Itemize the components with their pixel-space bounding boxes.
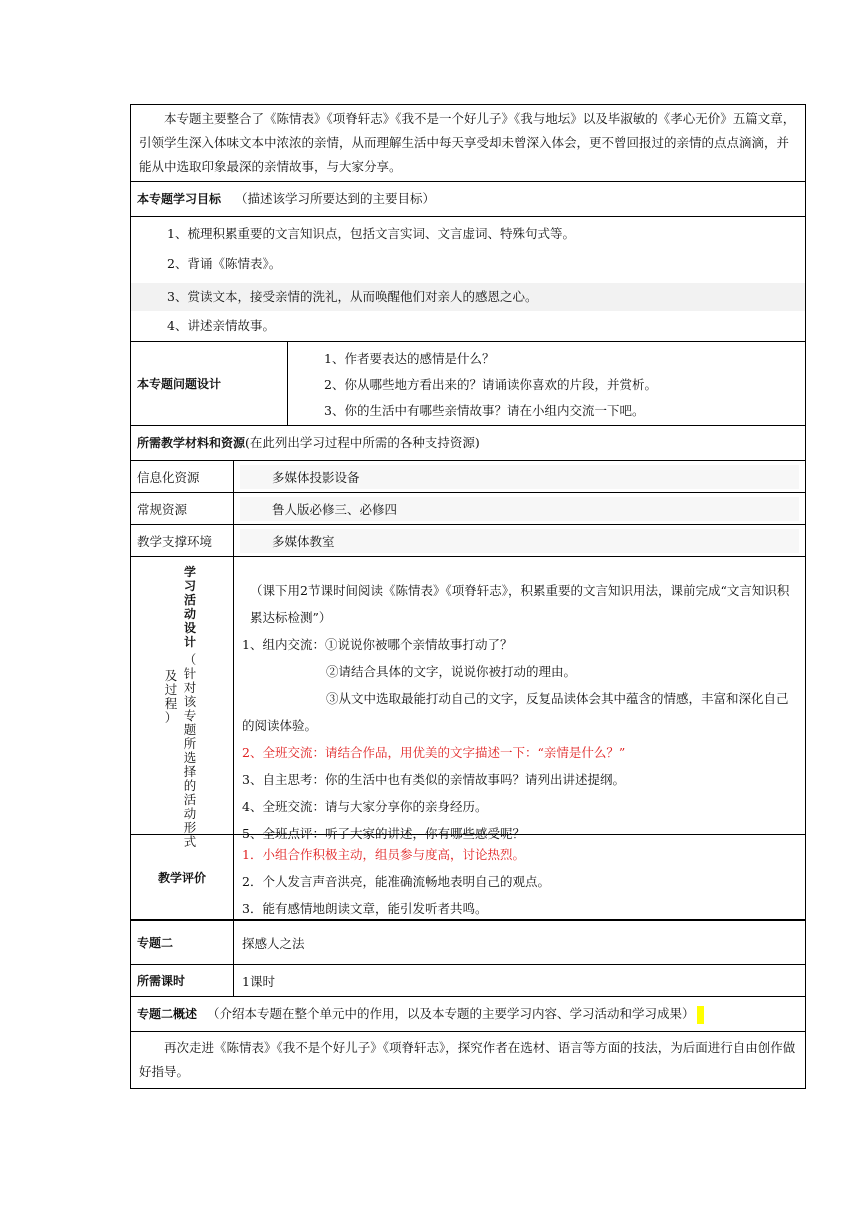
resource-value: 多媒体投影设备 [240,465,799,489]
evaluation-title: 教学评价 [157,870,206,885]
vertical-label-char: 的 [183,778,197,793]
resource-value: 鲁人版必修三、必修四 [240,497,799,521]
activities-label-main [183,565,197,649]
vertical-label-char: 题 [183,722,197,737]
topic2-value: 探感人之法 [242,935,305,951]
vertical-label-char: 及 [164,668,178,683]
overview-note: （介绍本专题在整个单元中的作用，以及本专题的主要学习内容、学习活动和学习成果） [207,1006,695,1021]
vertical-label-char: （ [183,652,197,667]
activity-step: 5、全班点评：听了大家的讲述，你有哪些感受呢？ [242,826,525,841]
vertical-label-char: 形 [183,820,197,835]
resource-row [131,493,805,525]
intro-row [131,105,805,182]
activity-step-highlight: 2、全班交流：请结合作品，用优美的文字描述一下：“亲情是什么？” [242,745,626,760]
goals-row [131,217,805,342]
vertical-label-char: ） [164,710,178,725]
activities-label-note [183,653,197,849]
topic2-label: 专题二 [137,936,174,950]
resource-row [131,525,805,557]
goals-title: 本专题学习目标 [137,192,222,206]
resource-label: 教学支撑环境 [131,525,234,556]
resource-label: 信息化资源 [131,461,234,492]
question-item: 1、作者要表达的感情是什么？ [324,351,495,366]
resource-value: 多媒体教室 [240,529,799,553]
vertical-label-char: 该 [183,694,197,709]
vertical-label-char: 学 [183,565,196,579]
activity-substep: ②请结合具体的文字，说说你被打动的理由。 [326,664,577,679]
evaluation-item: 3．能有感情地朗读文章，能引发听者共鸣。 [242,901,488,916]
goal-item: 1、梳理积累重要的文言知识点，包括文言实词、文言虚词、特殊句式等。 [167,226,575,241]
activities-row [131,557,805,849]
overview-header-row [131,997,805,1032]
overview-text: 再次走进《陈情表》《我不是个好儿子》《项脊轩志》，探究作者在选材、语言等方面的技法，为后面进行自由创作做好指导。 [139,1040,796,1079]
hours-value: 1课时 [242,973,275,989]
topic2-row [131,921,805,965]
activity-intro: （课下用2节课时间阅读《陈情表》《项脊轩志》，积累重要的文言知识用法，课前完成“文言知识积累达标检测”） [250,583,790,625]
goal-item: 4、讲述亲情故事。 [167,318,275,333]
questions-label-cell [131,342,288,425]
lesson-plan-table [130,104,806,1089]
vertical-label-char: 计 [183,635,196,649]
vertical-label-char: 选 [183,750,197,765]
vertical-label-char: 程 [164,696,178,711]
goals-header-row [131,182,805,217]
questions-title: 本专题问题设计 [137,377,222,391]
resources-title: 所需教学材料和资源 [137,436,246,450]
evaluation-label-cell [131,835,234,919]
highlight-mark [697,1006,704,1024]
vertical-label-char: 择 [183,764,197,779]
activity-step: 4、全班交流：请与大家分享你的亲身经历。 [242,799,488,814]
activity-substep: ③从文中选取最能打动自己的文字，反复品读体会其中蕴含的情感，丰富和深化自己的阅读体验。 [242,691,789,733]
questions-list [288,342,805,425]
vertical-label-char: 活 [183,792,197,807]
vertical-label-char: 动 [183,607,196,621]
vertical-label-char: 专 [183,708,197,723]
vertical-label-char: 式 [183,834,197,849]
evaluation-row [131,835,805,921]
vertical-label-char: 动 [183,806,197,821]
activity-step: 1、组内交流：①说说你被哪个亲情故事打动了？ [242,637,513,652]
questions-row [131,342,805,426]
vertical-label-char: 过 [164,682,178,697]
question-item: 2、你从哪些地方看出来的？请诵读你喜欢的片段，并赏析。 [324,377,657,392]
vertical-label-char: 习 [183,579,196,593]
activities-body [234,557,805,841]
evaluation-body [234,835,805,919]
question-item: 3、你的生活中有哪些亲情故事？请在小组内交流一下吧。 [324,403,645,418]
vertical-label-char: 设 [183,621,196,635]
overview-title: 专题二概述 [137,1007,198,1021]
resources-header-row [131,426,805,461]
activities-label-cell [131,557,234,849]
goals-note: （描述该学习所要达到的主要目标） [235,191,436,206]
resources-note: (在此列出学习过程中所需的各种支持资源) [245,435,480,450]
resource-label: 常规资源 [131,493,234,524]
activities-label-tail [164,669,178,725]
vertical-label-char: 对 [183,680,197,695]
vertical-label-char: 所 [183,736,197,751]
vertical-label-char: 针 [183,666,197,681]
hours-row [131,965,805,997]
evaluation-item: 2．个人发言声音洪亮，能准确流畅地表明自己的观点。 [242,874,550,889]
intro-text: 本专题主要整合了《陈情表》《项脊轩志》《我不是一个好儿子》《我与地坛》以及毕淑敏的《孝心无价》五篇文章，引领学生深入体味文本中浓浓的亲情，从而理解生活中每天享受却未曾深入体会，更不曾回报过的亲情的点点滴滴，并能从中选取印象最深的亲情故事，与大家分享。 [139,111,796,174]
overview-row [131,1032,805,1088]
activity-step: 3、自主思考：你的生活中也有类似的亲情故事吗？请列出讲述提纲。 [242,772,625,787]
resource-row [131,461,805,493]
evaluation-item: 1．小组合作积极主动，组员参与度高，讨论热烈。 [242,847,525,862]
hours-label: 所需课时 [137,974,186,988]
goal-item: 2、背诵《陈情表》。 [167,256,282,271]
goal-item: 3、赏读文本，接受亲情的洗礼，从而唤醒他们对亲人的感恩之心。 [131,283,805,311]
vertical-label-char: 活 [183,593,196,607]
